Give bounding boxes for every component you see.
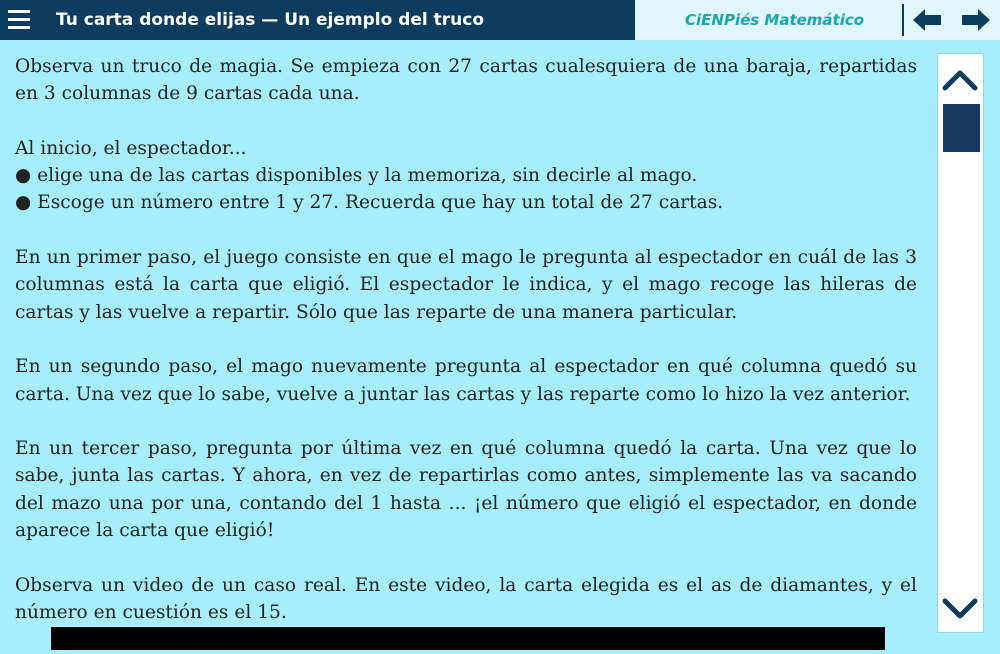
lesson-text xyxy=(15,53,917,654)
scrollbar[interactable] xyxy=(937,53,984,633)
chevron-up-icon[interactable] xyxy=(938,62,983,98)
video-player[interactable] xyxy=(51,627,885,650)
paragraph-intro: Observa un truco de magia. Se empieza con 27 cartas cualesquiera de una baraja, repartidas en 3 columnas de 9 cartas cada una. xyxy=(15,56,917,105)
paragraph-spectator-intro: Al inicio, el espectador... xyxy=(15,137,247,159)
brand-label: CiENPiés Matemático xyxy=(685,11,865,29)
bullet-item: ● elige una de las cartas disponibles y la memoriza, sin decirle al mago. xyxy=(15,165,698,187)
chevron-down-icon[interactable] xyxy=(938,590,983,626)
paragraph-step-3: En un tercer paso, pregunta por última vez en qué columna quedó la carta. Una vez que lo sabe, junta las cartas. Y ahora, en vez de repartirlas como antes, simplemente las va sacando del mazo una por una, contando del 1 hasta ... ¡el número que eligió el espectador, en donde aparece la carta que eligió! xyxy=(15,438,917,542)
scroll-thumb[interactable] xyxy=(943,104,980,152)
paragraph-step-2: En un segundo paso, el mago nuevamente pregunta al espectador en qué columna quedó su carta. Una vez que lo sabe, vuelve a juntar las cartas y las reparte como lo hizo la vez anterior. xyxy=(15,356,917,405)
hamburger-menu-icon[interactable] xyxy=(8,8,32,32)
brand-panel xyxy=(635,0,1000,40)
arrow-right-icon[interactable] xyxy=(961,9,991,31)
page-title: Tu carta donde elijas — Un ejemplo del truco xyxy=(56,10,485,30)
arrow-left-icon[interactable] xyxy=(912,9,942,31)
divider xyxy=(902,4,904,36)
bullet-item: ● Escoge un número entre 1 y 27. Recuerda que hay un total de 27 cartas. xyxy=(15,192,724,214)
paragraph-video-intro: Observa un video de un caso real. En este video, la carta elegida es el as de diamantes, y el número en cuestión es el 15. xyxy=(15,574,917,623)
paragraph-step-1: En un primer paso, el juego consiste en que el mago le pregunta al espectador en cuál de las 3 columnas está la carta que eligió. El espectador le indica, y el mago recoge las hileras de cartas y las vuelve a repartir. Sólo que las reparte de una manera particular. xyxy=(15,247,917,323)
top-bar xyxy=(0,0,1000,40)
